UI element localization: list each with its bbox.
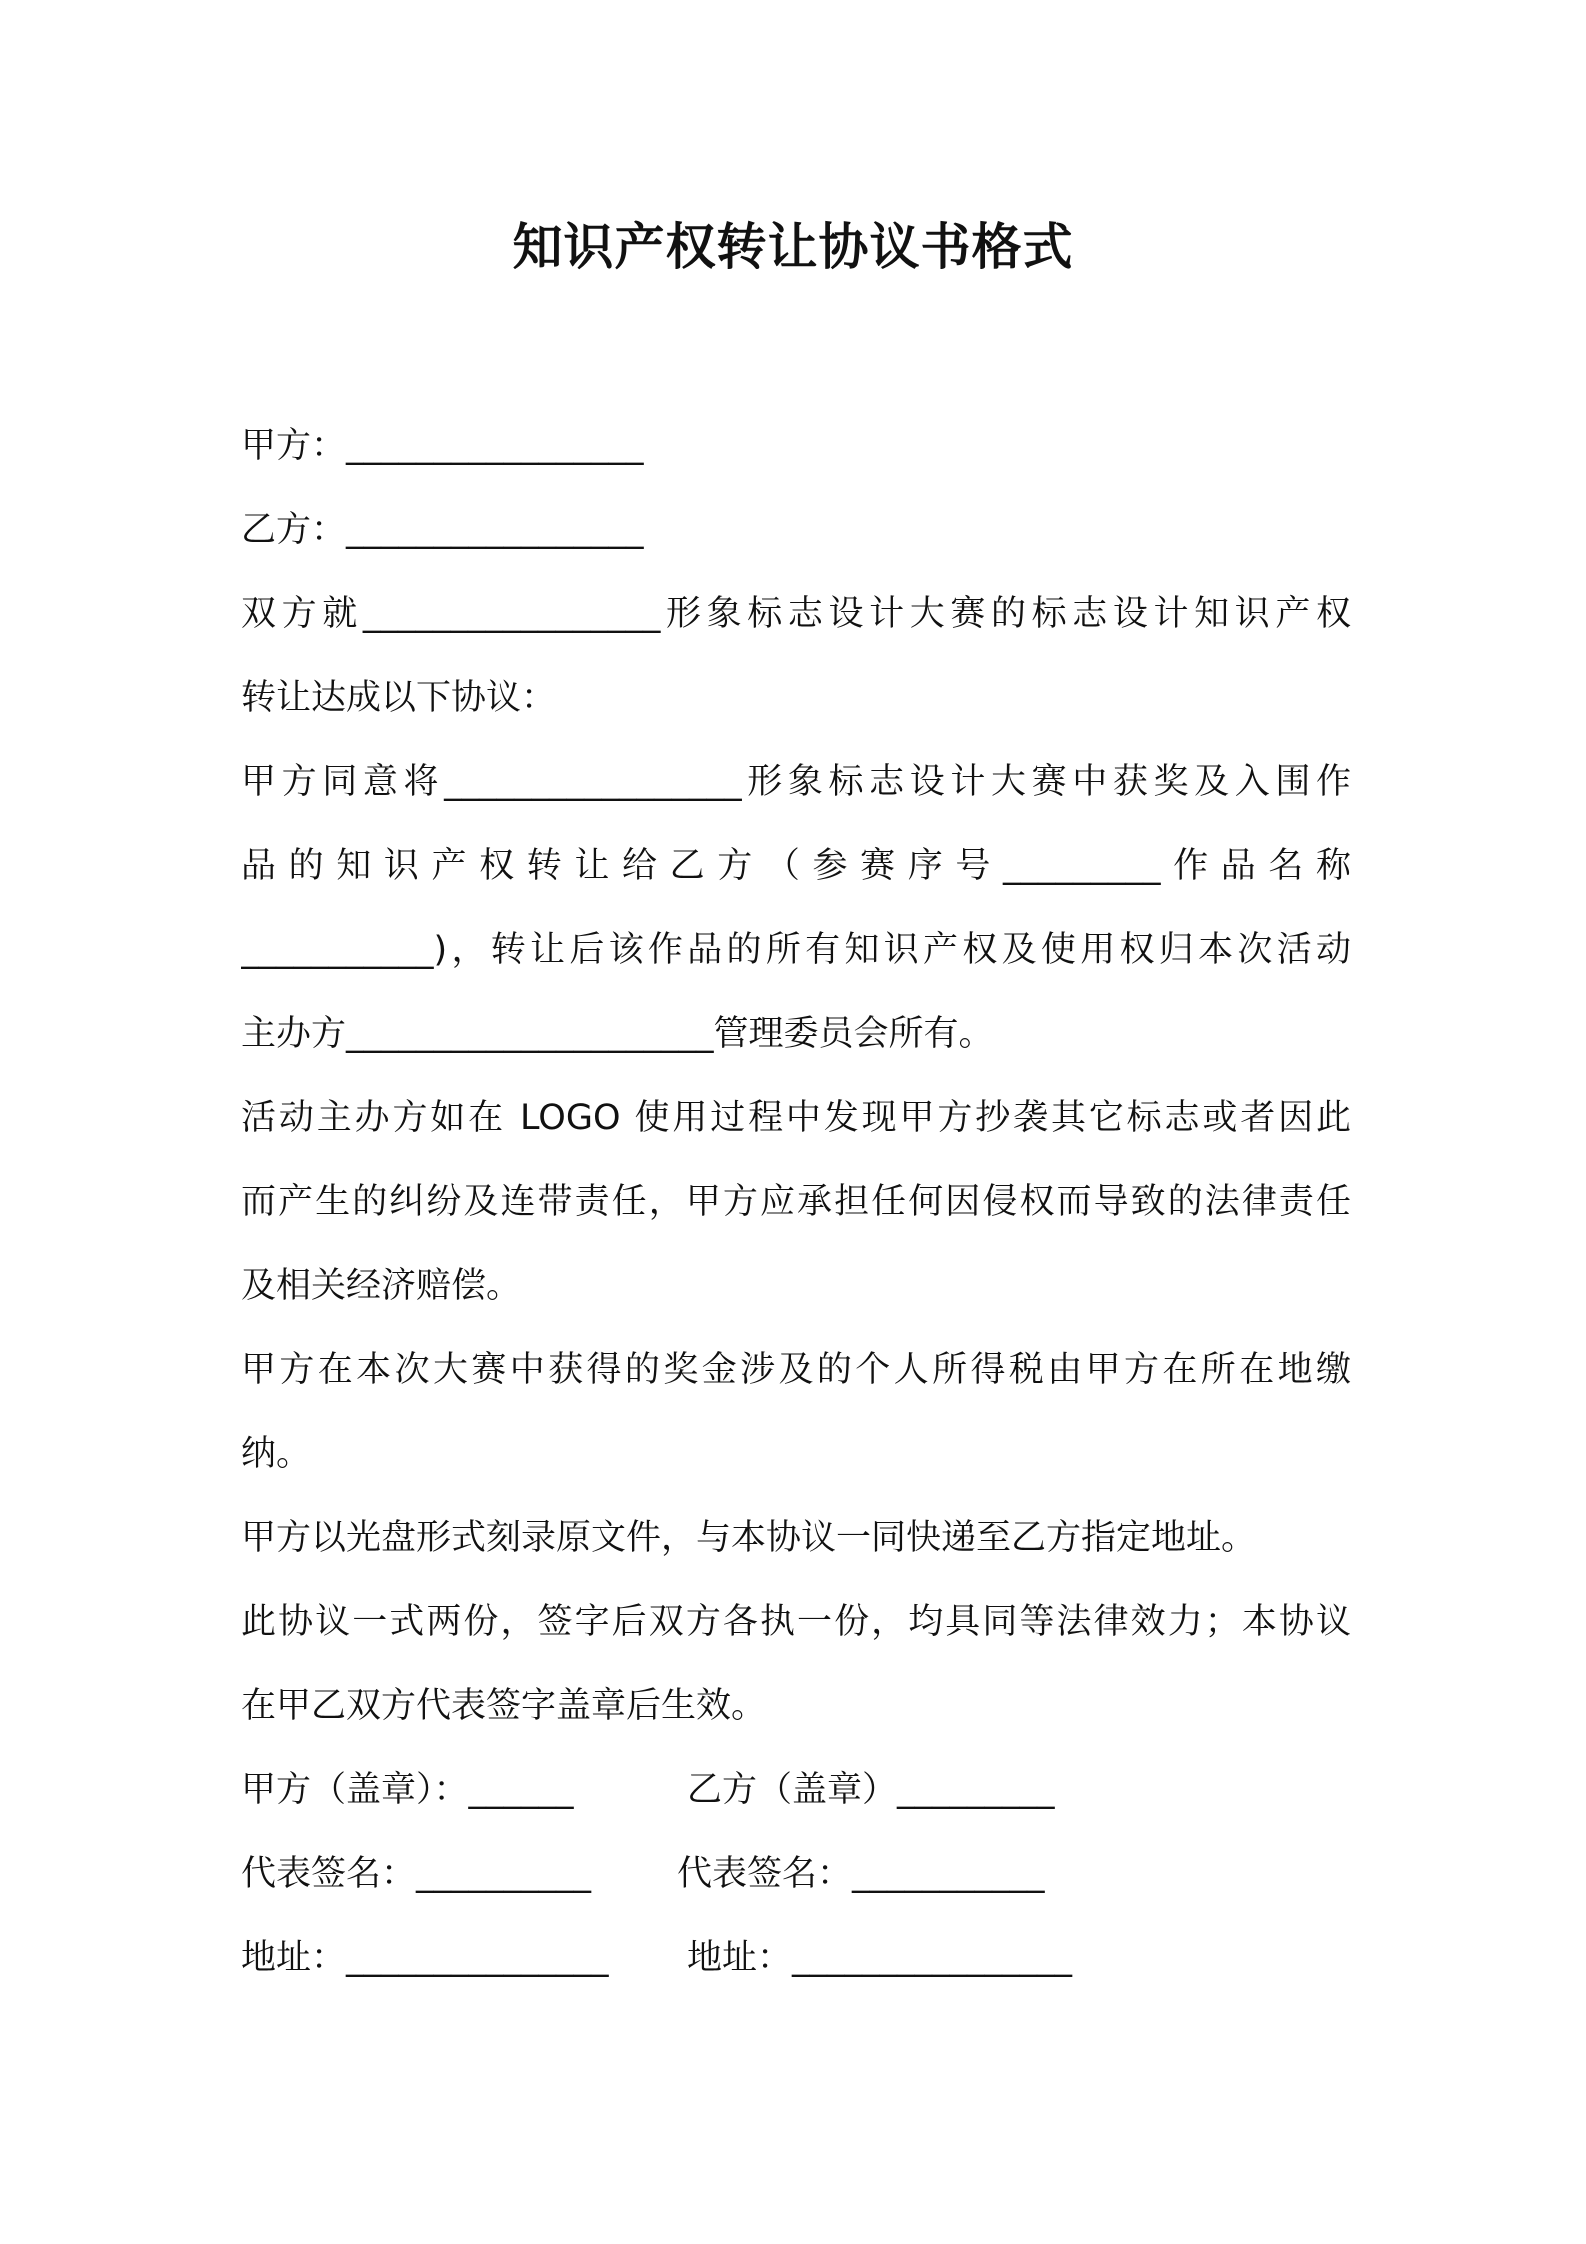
party-b-address: 地址：________________ bbox=[687, 1938, 1073, 1978]
paragraph-line: 转让达成以下协议： bbox=[241, 678, 557, 718]
paragraph-line: 品的知识产权转让给乙方（参赛序号_________作品名称 bbox=[241, 846, 1351, 886]
paragraph-line: 而产生的纠纷及连带责任，甲方应承担任何因侵权而导致的法律责任 bbox=[241, 1182, 1351, 1222]
paragraph-validity bbox=[241, 1580, 1351, 1748]
seal-row bbox=[241, 1748, 1351, 1832]
document-body bbox=[241, 404, 1351, 2000]
party-b-representative: 代表签名：___________ bbox=[677, 1854, 1045, 1894]
party-a-seal: 甲方（盖章）：______ bbox=[241, 1770, 574, 1810]
paragraph-delivery bbox=[241, 1496, 1351, 1580]
party-a-address: 地址：_______________ bbox=[241, 1938, 609, 1978]
party-b-seal: 乙方（盖章）_________ bbox=[687, 1770, 1055, 1810]
paragraph-line: 甲方同意将_________________形象标志设计大赛中获奖及入围作 bbox=[241, 762, 1351, 802]
paragraph-tax bbox=[241, 1328, 1351, 1496]
party-a-line: 甲方：_________________ bbox=[241, 426, 644, 466]
representative-row bbox=[241, 1832, 1351, 1916]
address-row bbox=[241, 1916, 1351, 2000]
paragraph-transfer bbox=[241, 740, 1351, 1076]
paragraph-line: 活动主办方如在 LOGO 使用过程中发现甲方抄袭其它标志或者因此 bbox=[241, 1098, 1351, 1138]
paragraph-line: 甲方在本次大赛中获得的奖金涉及的个人所得税由甲方在所在地缴 bbox=[241, 1350, 1351, 1390]
paragraph-line: ___________)，转让后该作品的所有知识产权及使用权归本次活动 bbox=[241, 930, 1351, 970]
paragraph-line: 纳。 bbox=[241, 1434, 312, 1474]
paragraph-subject bbox=[241, 572, 1351, 740]
paragraph-line: 此协议一式两份，签字后双方各执一份，均具同等法律效力；本协议 bbox=[241, 1602, 1351, 1642]
party-b-line: 乙方：_________________ bbox=[241, 510, 644, 550]
paragraph-line: 甲方以光盘形式刻录原文件，与本协议一同快递至乙方指定地址。 bbox=[241, 1518, 1257, 1558]
document-title: 知识产权转让协议书格式 bbox=[512, 218, 1074, 276]
paragraph-line: 及相关经济赔偿。 bbox=[241, 1266, 522, 1306]
paragraph-line: 在甲乙双方代表签字盖章后生效。 bbox=[241, 1686, 767, 1726]
party-a-representative: 代表签名：__________ bbox=[241, 1854, 592, 1894]
paragraph-line: 双方就_________________形象标志设计大赛的标志设计知识产权 bbox=[241, 594, 1351, 634]
paragraph-liability bbox=[241, 1076, 1351, 1328]
paragraph-line: 主办方_____________________管理委员会所有。 bbox=[241, 1014, 994, 1054]
